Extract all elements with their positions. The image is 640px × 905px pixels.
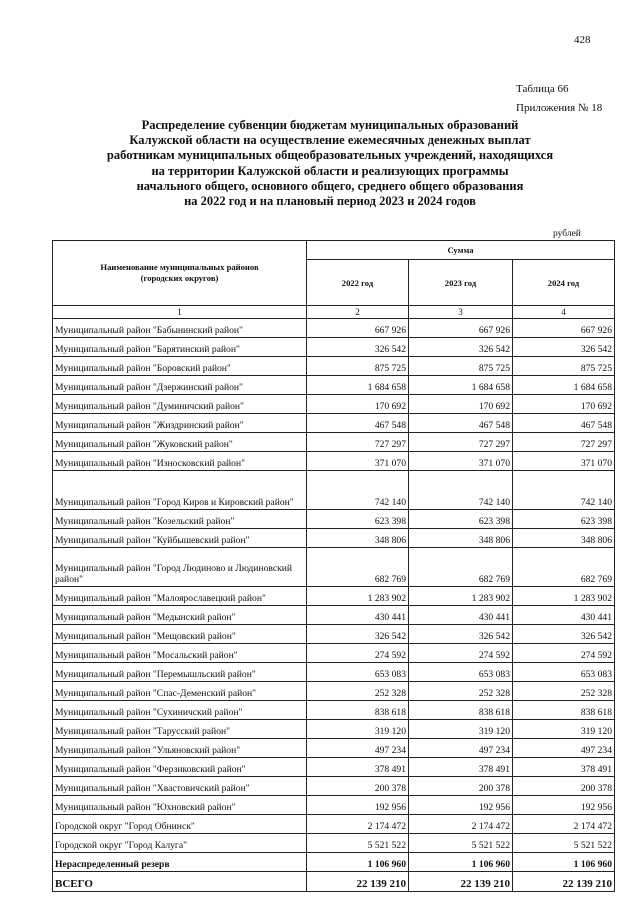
value-2024: 742 140: [513, 471, 615, 510]
table-reference: [516, 80, 602, 118]
row-name: Муниципальный район "Перемышльский район": [53, 663, 307, 682]
value-2022: 667 926: [307, 319, 409, 338]
document-title: [70, 118, 590, 209]
table-row: [53, 452, 615, 471]
table-row: [53, 587, 615, 606]
value-2023: 22 139 210: [409, 872, 513, 892]
row-name: Муниципальный район "Юхновский район": [53, 796, 307, 815]
value-2023: 326 542: [409, 338, 513, 357]
table-row: [53, 815, 615, 834]
header-name-line1: Наименование муниципальных районов: [100, 262, 259, 272]
title-line: на территории Калужской области и реализующих программы: [151, 163, 509, 178]
value-2023: 371 070: [409, 452, 513, 471]
value-2024: 1 684 658: [513, 376, 615, 395]
table-row: [53, 682, 615, 701]
row-name: Муниципальный район "Боровский район": [53, 357, 307, 376]
value-2022: 742 140: [307, 471, 409, 510]
value-2022: 200 378: [307, 777, 409, 796]
row-name: Муниципальный район "Дзержинский район": [53, 376, 307, 395]
value-2024: 319 120: [513, 720, 615, 739]
value-2022: 875 725: [307, 357, 409, 376]
value-2024: 326 542: [513, 625, 615, 644]
value-2024: 274 592: [513, 644, 615, 663]
value-2022: 319 120: [307, 720, 409, 739]
row-name: ВСЕГО: [53, 872, 307, 892]
table-body: [53, 319, 615, 853]
row-name: Муниципальный район "Сухиничский район": [53, 701, 307, 720]
table-row: [53, 606, 615, 625]
column-number: 2: [307, 306, 409, 319]
total-row: [53, 872, 615, 892]
header-year-2024: 2024 год: [513, 260, 615, 306]
value-2022: 326 542: [307, 338, 409, 357]
value-2023: 326 542: [409, 625, 513, 644]
value-2024: 22 139 210: [513, 872, 615, 892]
row-name: Муниципальный район "Тарусский район": [53, 720, 307, 739]
header-sum: Сумма: [307, 241, 615, 260]
value-2022: 252 328: [307, 682, 409, 701]
page-number: 428: [574, 34, 591, 46]
value-2023: 838 618: [409, 701, 513, 720]
value-2022: 326 542: [307, 625, 409, 644]
table-row: [53, 834, 615, 853]
value-2024: 667 926: [513, 319, 615, 338]
table-row: [53, 433, 615, 452]
column-number: 1: [53, 306, 307, 319]
value-2024: 170 692: [513, 395, 615, 414]
row-name: Муниципальный район "Думиничский район": [53, 395, 307, 414]
value-2022: 22 139 210: [307, 872, 409, 892]
row-name: Муниципальный район "Ульяновский район": [53, 739, 307, 758]
value-2024: 371 070: [513, 452, 615, 471]
value-2023: 727 297: [409, 433, 513, 452]
table-row: [53, 395, 615, 414]
table-label: Таблица 66: [516, 83, 569, 95]
value-2023: 2 174 472: [409, 815, 513, 834]
value-2024: 5 521 522: [513, 834, 615, 853]
value-2023: 274 592: [409, 644, 513, 663]
value-2022: 1 283 902: [307, 587, 409, 606]
title-line: Распределение субвенции бюджетам муниципальных образований: [141, 118, 519, 132]
value-2024: 727 297: [513, 433, 615, 452]
value-2023: 467 548: [409, 414, 513, 433]
header-year-2022: 2022 год: [307, 260, 409, 306]
header-name: [53, 241, 307, 306]
row-name: Муниципальный район "Мещовский район": [53, 625, 307, 644]
value-2024: 497 234: [513, 739, 615, 758]
row-name: Муниципальный район "Малоярославецкий район": [53, 587, 307, 606]
value-2023: 875 725: [409, 357, 513, 376]
value-2022: 430 441: [307, 606, 409, 625]
table-row: [53, 376, 615, 395]
value-2023: 200 378: [409, 777, 513, 796]
subvention-table: [52, 240, 615, 892]
row-name: Муниципальный район "Город Людиново и Людиновский район": [53, 548, 307, 587]
value-2024: 1 106 960: [513, 853, 615, 872]
value-2024: 653 083: [513, 663, 615, 682]
title-line: начального общего, основного общего, среднего общего образования: [136, 178, 524, 193]
value-2024: 200 378: [513, 777, 615, 796]
value-2024: 192 956: [513, 796, 615, 815]
value-2024: 378 491: [513, 758, 615, 777]
value-2023: 5 521 522: [409, 834, 513, 853]
value-2023: 1 684 658: [409, 376, 513, 395]
table-row: [53, 644, 615, 663]
value-2023: 1 283 902: [409, 587, 513, 606]
value-2023: 378 491: [409, 758, 513, 777]
table-row: [53, 548, 615, 587]
column-number: 4: [513, 306, 615, 319]
value-2023: 497 234: [409, 739, 513, 758]
value-2022: 727 297: [307, 433, 409, 452]
row-name: Городской округ "Город Калуга": [53, 834, 307, 853]
row-name: Муниципальный район "Медынский район": [53, 606, 307, 625]
row-name: Городской округ "Город Обнинск": [53, 815, 307, 834]
table-row: [53, 796, 615, 815]
value-2023: 682 769: [409, 548, 513, 587]
value-2024: 682 769: [513, 548, 615, 587]
table-row: [53, 663, 615, 682]
table-row: [53, 777, 615, 796]
row-name: Муниципальный район "Бабынинский район": [53, 319, 307, 338]
value-2024: 875 725: [513, 357, 615, 376]
title-line: Калужской области на осуществление ежемесячных денежных выплат: [129, 133, 531, 148]
value-2022: 2 174 472: [307, 815, 409, 834]
table-row: [53, 414, 615, 433]
value-2024: 326 542: [513, 338, 615, 357]
reserve-row: [53, 853, 615, 872]
row-name: Муниципальный район "Ферзиковский район": [53, 758, 307, 777]
value-2024: 348 806: [513, 529, 615, 548]
value-2022: 1 106 960: [307, 853, 409, 872]
row-name: Муниципальный район "Барятинский район": [53, 338, 307, 357]
table-row: [53, 625, 615, 644]
value-2024: 838 618: [513, 701, 615, 720]
value-2024: 623 398: [513, 510, 615, 529]
value-2023: 667 926: [409, 319, 513, 338]
value-2024: 2 174 472: [513, 815, 615, 834]
table-row: [53, 758, 615, 777]
table-row: [53, 529, 615, 548]
table-row: [53, 338, 615, 357]
appendix-label: Приложения № 18: [516, 102, 603, 114]
value-2022: 170 692: [307, 395, 409, 414]
value-2023: 430 441: [409, 606, 513, 625]
unit-label: рублей: [553, 229, 581, 239]
table-row: [53, 701, 615, 720]
value-2023: 653 083: [409, 663, 513, 682]
column-number-row: [53, 306, 615, 319]
header-year-2023: 2023 год: [409, 260, 513, 306]
title-line: работникам муниципальных общеобразовательных учреждений, находящихся: [106, 148, 554, 163]
header-name-line2: (городских округов): [140, 273, 219, 283]
column-number: 3: [409, 306, 513, 319]
value-2023: 742 140: [409, 471, 513, 510]
row-name: Муниципальный район "Износковский район": [53, 452, 307, 471]
value-2022: 1 684 658: [307, 376, 409, 395]
value-2022: 192 956: [307, 796, 409, 815]
value-2023: 252 328: [409, 682, 513, 701]
value-2023: 170 692: [409, 395, 513, 414]
title-line: на 2022 год и на плановый период 2023 и 2024 годов: [184, 194, 476, 209]
table-row: [53, 319, 615, 338]
value-2022: 653 083: [307, 663, 409, 682]
value-2024: 467 548: [513, 414, 615, 433]
value-2022: 274 592: [307, 644, 409, 663]
value-2022: 497 234: [307, 739, 409, 758]
row-name: Муниципальный район "Жиздринский район": [53, 414, 307, 433]
value-2022: 623 398: [307, 510, 409, 529]
value-2023: 319 120: [409, 720, 513, 739]
row-name: Муниципальный район "Куйбышевский район": [53, 529, 307, 548]
value-2024: 1 283 902: [513, 587, 615, 606]
row-name: Муниципальный район "Хвастовичский район": [53, 777, 307, 796]
value-2024: 430 441: [513, 606, 615, 625]
row-name: Муниципальный район "Город Киров и Кировский район": [53, 471, 307, 510]
value-2022: 467 548: [307, 414, 409, 433]
value-2022: 378 491: [307, 758, 409, 777]
row-name: Муниципальный район "Козельский район": [53, 510, 307, 529]
value-2023: 348 806: [409, 529, 513, 548]
value-2023: 1 106 960: [409, 853, 513, 872]
table-row: [53, 720, 615, 739]
value-2022: 682 769: [307, 548, 409, 587]
table-row: [53, 471, 615, 510]
row-name: Нераспределенный резерв: [53, 853, 307, 872]
value-2024: 252 328: [513, 682, 615, 701]
value-2022: 5 521 522: [307, 834, 409, 853]
value-2023: 192 956: [409, 796, 513, 815]
value-2022: 371 070: [307, 452, 409, 471]
row-name: Муниципальный район "Жуковский район": [53, 433, 307, 452]
value-2022: 838 618: [307, 701, 409, 720]
table-row: [53, 510, 615, 529]
value-2022: 348 806: [307, 529, 409, 548]
value-2023: 623 398: [409, 510, 513, 529]
row-name: Муниципальный район "Спас-Деменский район": [53, 682, 307, 701]
table-row: [53, 739, 615, 758]
table-row: [53, 357, 615, 376]
row-name: Муниципальный район "Мосальский район": [53, 644, 307, 663]
